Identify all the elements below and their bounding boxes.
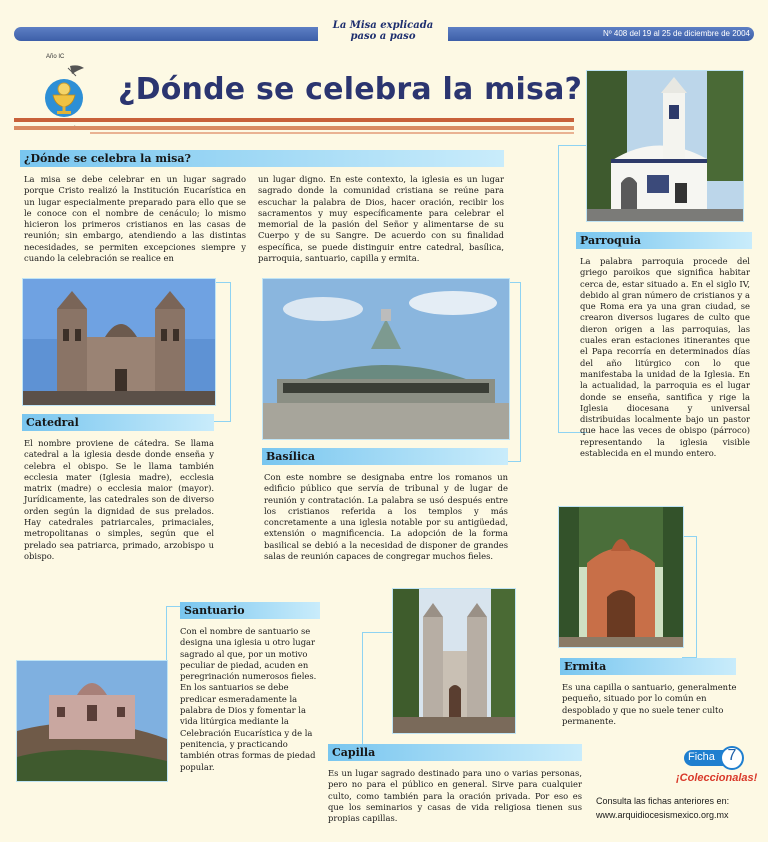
ermita-heading: Ermita xyxy=(560,658,736,675)
santuario-text: Con el nombre de santuario se designa una iglesia u otro lugar sagrado al que, por un motivo peculiar de piedad, acuden en peregrinación numerosos fieles. En los santuarios se debe predicar esmeradamente la palabra de Dios y fomentar la vida litúrgica mediante la Celebración Eucarística y de la penitencia, y practicando también otras formas de piedad popular. xyxy=(180,626,317,772)
santuario-photo xyxy=(16,660,168,782)
consult-line1: Consulta las fichas anteriores en: xyxy=(596,796,730,806)
capilla-connector xyxy=(362,632,393,746)
page-title: ¿Dónde se celebra la misa? xyxy=(118,72,583,107)
title-rule-dark xyxy=(14,118,574,122)
header-bar-left xyxy=(14,27,328,41)
basilica-text: Con este nombre se designaba entre los romanos un edificio público que servía de tribunal y de lugar de reunión y contratación. La palabra se usó después entre los cristianos referida a los templos y más concretamente a una iglesia notable por su antigüedad, extensión o magnificencia. La adopción de la forma basilical se debió a la necesidad de disponer de grandes salas de reunión capaces de congregar muchos fieles. xyxy=(264,472,508,562)
ermita-photo xyxy=(558,506,684,648)
logo-top-text: Año IC xyxy=(46,54,65,60)
title-rule-light xyxy=(14,126,574,130)
coleccionalas-text: ¡Coleccionalas! xyxy=(676,772,758,784)
series-title xyxy=(318,20,448,42)
basilica-heading: Basílica xyxy=(262,448,508,465)
intro-col1: La misa se debe celebrar en un lugar sagrado porque Cristo realizó la Institución Eucarística en un lugar especialmente preparado para ello que se le conoce con el nombre de cenáculo; lo mismo hicieron los primeros cristianos en las casas de reunión; sin embargo, atendiendo a las distintas necesidades, se permiten excepciones siempre y cuando la celebración se realice en xyxy=(24,174,246,264)
eucharist-logo xyxy=(40,54,90,134)
series-line1: La Misa explicada xyxy=(332,20,434,31)
intro-col2: un lugar digno. En este contexto, la iglesia es un lugar sagrado donde la comunidad cristiana se reúne para escuchar la palabra de Dios, hacer oración, recibir los sacramentos y muy específicamente para celebrar el memorial de la pasión del Señor y alimentarse de su Cuerpo y de su Sangre. De acuerdo con su finalidad específica, se puede distinguir entre catedral, basílica, parroquia, santuario, capilla y ermita. xyxy=(258,174,504,264)
catedral-connector xyxy=(214,282,231,422)
ficha-label: Ficha xyxy=(688,751,715,763)
issue-info: Nº 408 del 19 al 25 de diciembre de 2004 xyxy=(602,29,750,38)
basilica-photo xyxy=(262,278,510,440)
intro-heading: ¿Dónde se celebra la misa? xyxy=(20,150,504,167)
catedral-photo xyxy=(22,278,216,406)
catedral-text: El nombre proviene de cátedra. Se llama catedral a la iglesia desde donde enseña y celebra el obispo. Se le llama también ecclesia mater (Iglesia madre), ecclesia matrix (madre) o ecclesia maior (mayor). Jurídicamente, las catedrales son de diverso orden según la dignidad de sus prelados. Hay catedrales patriarcales, primaciales, metropolitanas o simples, según que el prelado sea patriarca, primado, arzobispo u obispo. xyxy=(24,438,214,561)
title-rule-thin xyxy=(90,132,574,134)
capilla-photo xyxy=(392,588,516,734)
series-line2: paso a paso xyxy=(350,31,416,42)
ficha-number: 7 xyxy=(727,747,737,764)
ficha-badge xyxy=(684,746,746,770)
parroquia-heading: Parroquia xyxy=(576,232,752,249)
ermita-connector xyxy=(682,536,697,658)
ermita-text: Es una capilla o santuario, generalmente pequeño, situado por lo común en despoblado y que no suele tener culto permanente. xyxy=(562,682,737,726)
catedral-heading: Catedral xyxy=(22,414,214,431)
capilla-text: Es un lugar sagrado destinado para uno o varias personas, pero no para el público en general. Sirve para cualquier culto, como también para la oración privada. Por eso es que los seminarios y casas de vida religiosa tienen sus propias capillas. xyxy=(328,768,582,824)
santuario-connector xyxy=(166,606,181,677)
parroquia-photo xyxy=(586,70,744,222)
chalice-icon xyxy=(40,62,90,124)
capilla-heading: Capilla xyxy=(328,744,582,761)
santuario-heading: Santuario xyxy=(180,602,320,619)
consult-info xyxy=(596,794,756,822)
parroquia-text: La palabra parroquia procede del griego paroikos que significa habitar cerca de, estar situado a. En el siglo IV, debido al gran número de cristianos y a que Roma era ya una gran ciudad, se crearon diversos lugares de culto que dieron origen a las parroquias, las cuales eran estaciones itinerantes que el Papa recorría en determinados días del año litúrgico con lo que manifestaba la unidad de la Iglesia. En la actualidad, la parroquia es el lugar donde se enseña, santifica y rige la Iglesia diocesana y universal distribuidas localmente bajo un pastor que hace las veces de obispo (párroco) representando la iglesia visible establecida en el mundo entero. xyxy=(580,256,750,459)
consult-url[interactable]: www.arquidiocesismexico.org.mx xyxy=(596,810,729,820)
